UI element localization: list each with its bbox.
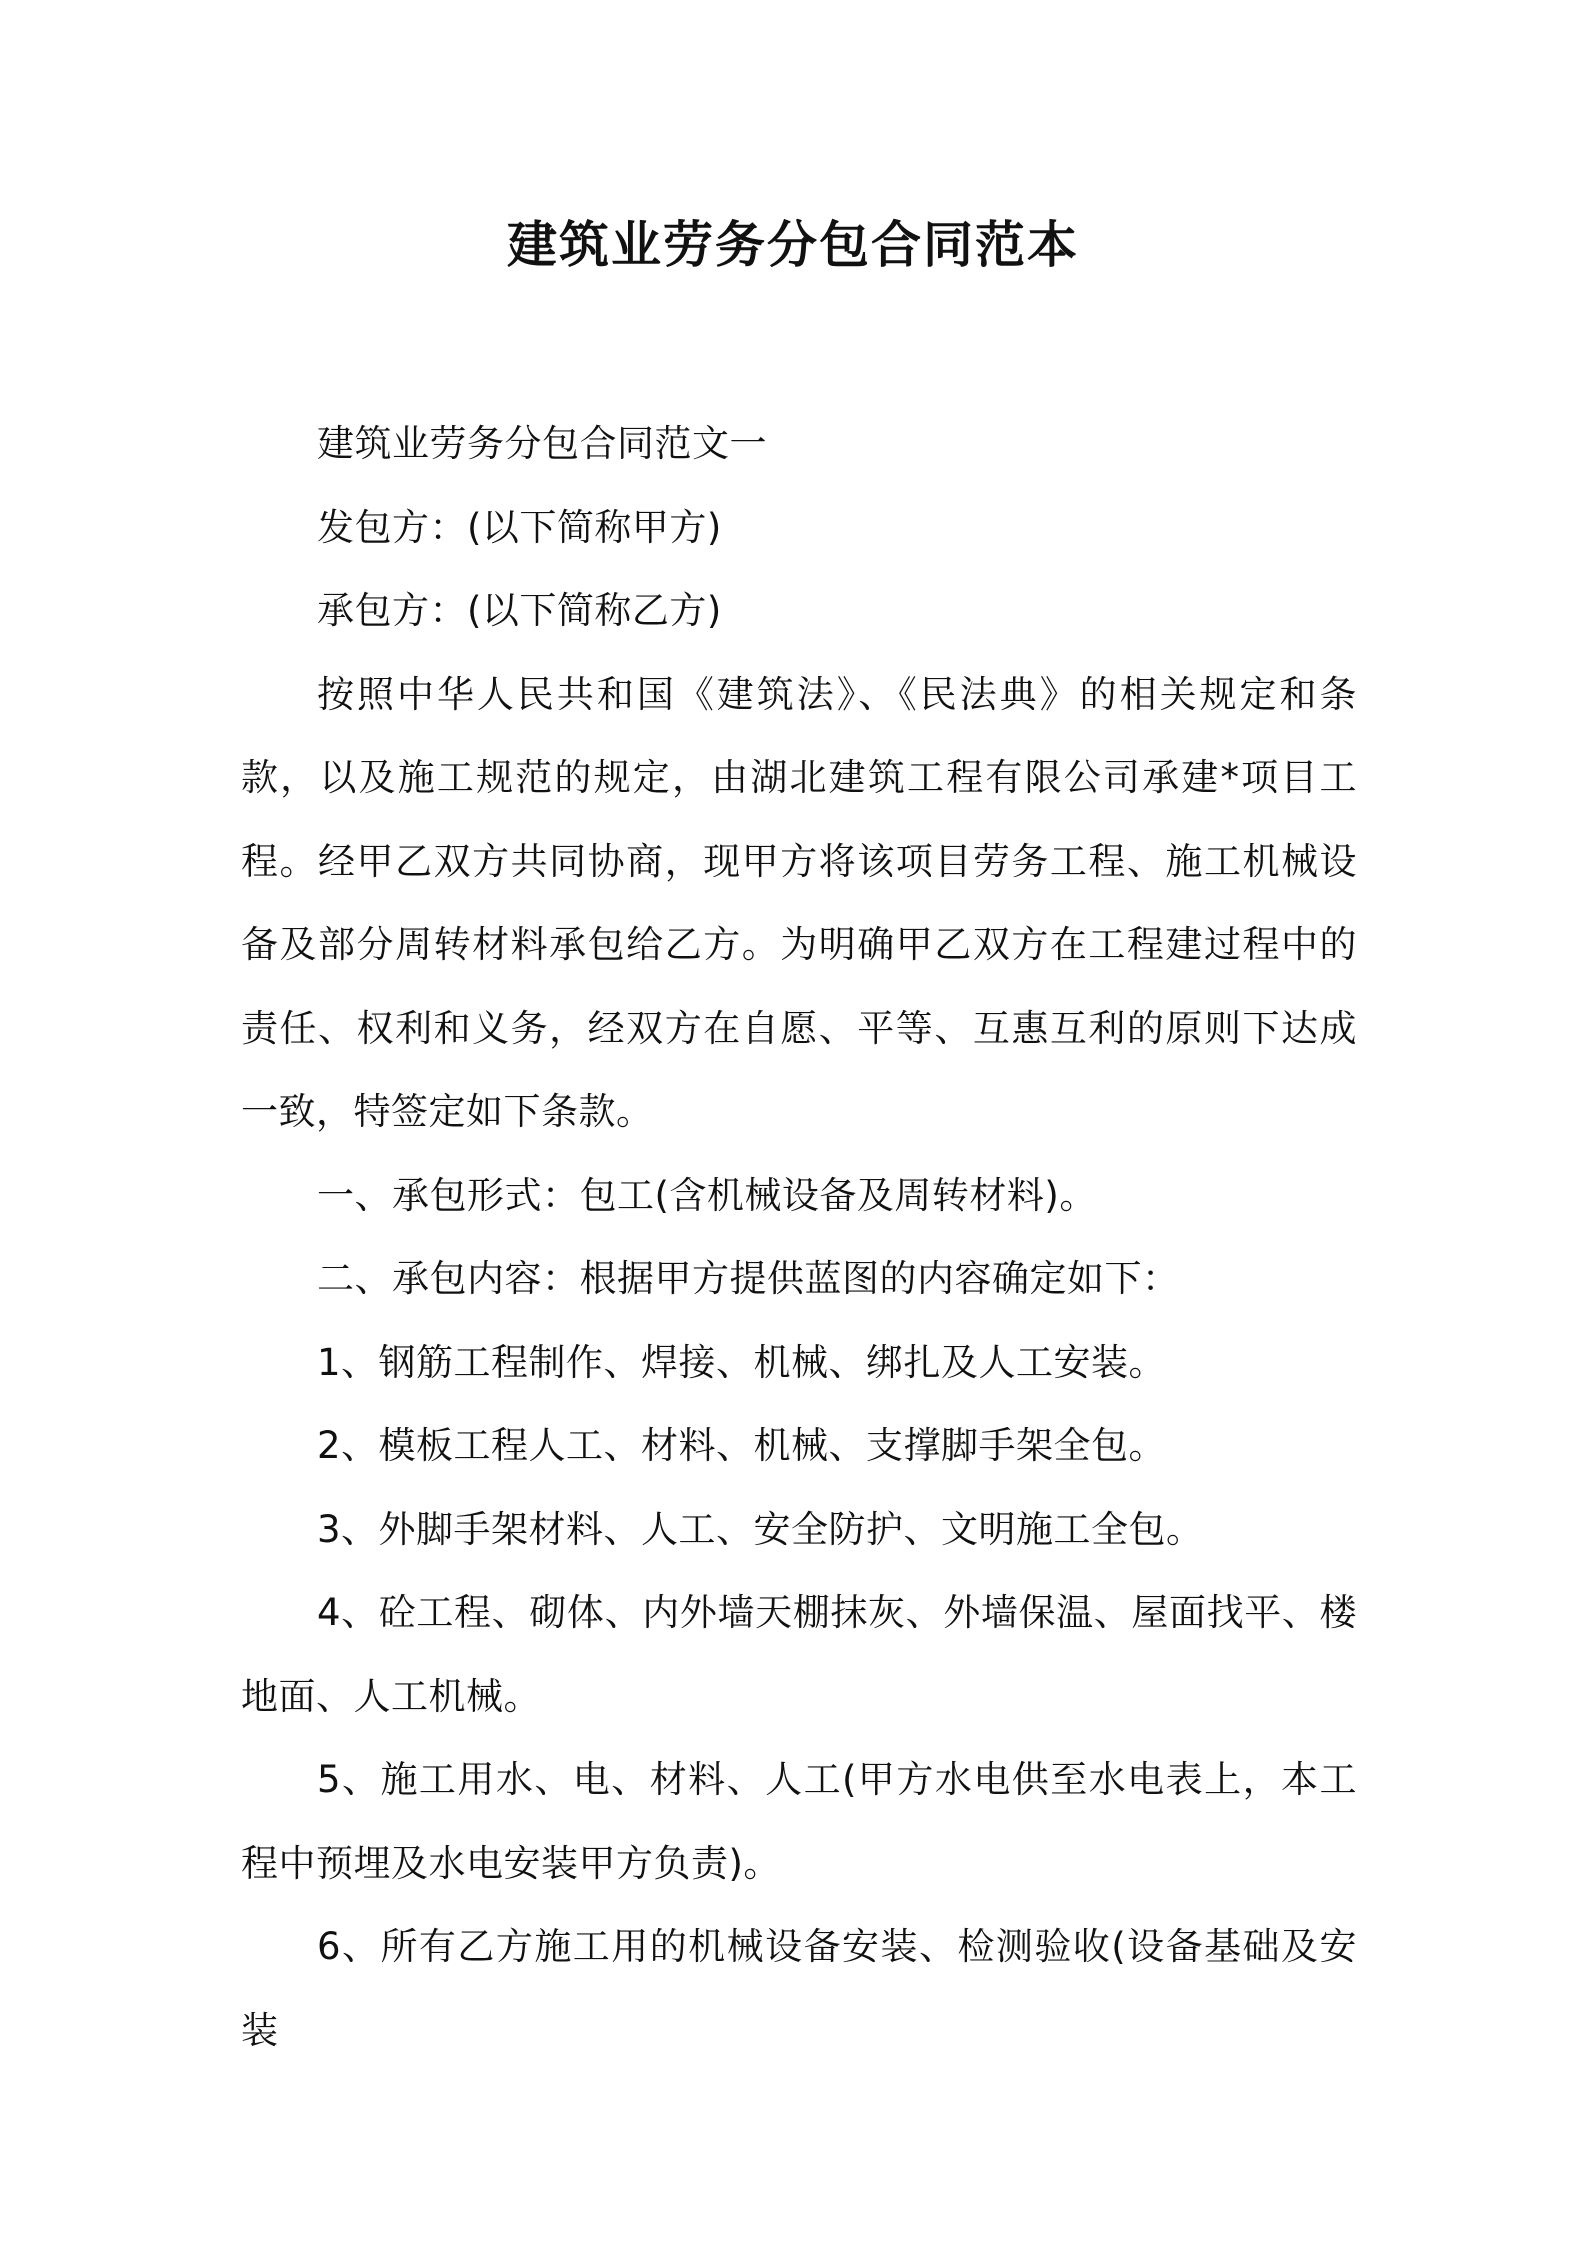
paragraph-clause-1: 一、承包形式：包工(含机械设备及周转材料)。 [317,1173,1097,1217]
paragraph-clause-2: 二、承包内容：根据甲方提供蓝图的内容确定如下： [317,1257,1180,1300]
paragraph-party-b: 承包方：(以下简称乙方) [317,589,722,632]
paragraph-subtitle: 建筑业劳务分包合同范文一 [317,422,767,465]
paragraph-preamble: 按照中华人民共和国《建筑法》、《民法典》的相关规定和条款，以及施工规范的规定，由湖北建筑工程有限公司承建*项目工程。经甲乙双方共同协商，现甲方将该项目劳务工程、施工机械设备及部分周转材料承包给乙方。为明确甲乙双方在工程建过程中的责任、权利和义务，经双方在自愿、平等、互惠互利的原则下达成一致，特签定如下条款。 [241,672,1357,1133]
paragraph-item-2: 2、模板工程人工、材料、机械、支撑脚手架全包。 [317,1424,1167,1467]
paragraph-item-6: 6、所有乙方施工用的机械设备安装、检测验收(设备基础及安装 [241,1925,1357,2052]
document-title: 建筑业劳务分包合同范本 [507,216,1079,274]
paragraph-item-1: 1、钢筋工程制作、焊接、机械、绑扎及人工安装。 [317,1340,1167,1384]
paragraph-item-3: 3、外脚手架材料、人工、安全防护、文明施工全包。 [317,1507,1204,1551]
document-body [241,402,1357,2072]
paragraph-item-4: 4、砼工程、砌体、内外墙天棚抹灰、外墙保温、屋面找平、楼地面、人工机械。 [241,1591,1357,1718]
paragraph-item-5: 5、施工用水、电、材料、人工(甲方水电供至水电表上，本工程中预埋及水电安装甲方负责)。 [241,1758,1357,1885]
paragraph-party-a: 发包方：(以下简称甲方) [317,505,722,549]
